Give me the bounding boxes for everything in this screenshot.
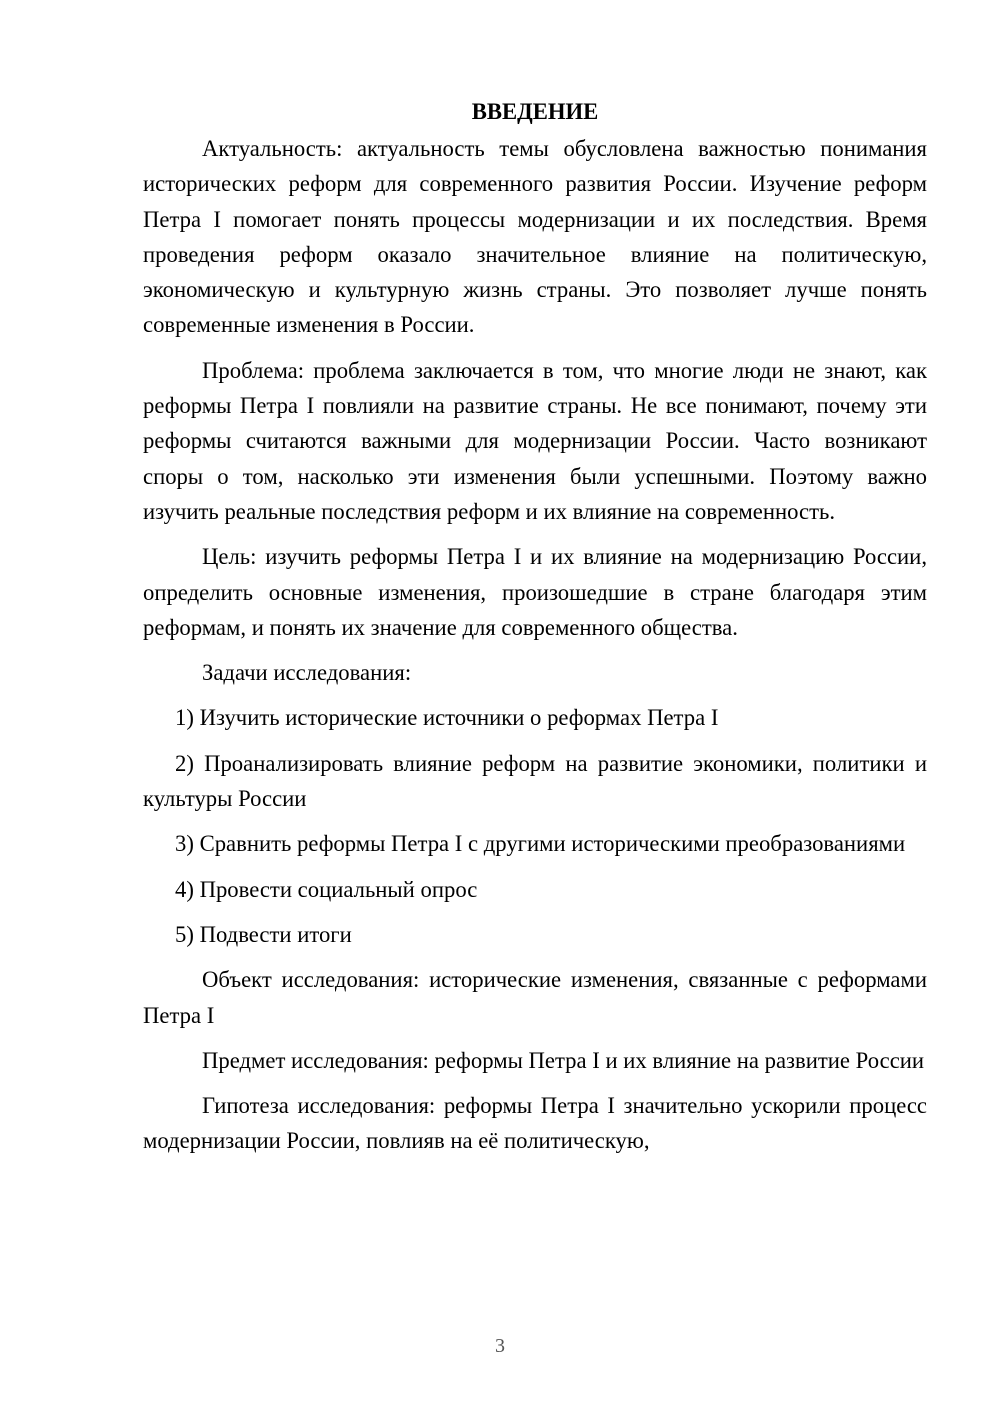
page-number: 3 [495, 1335, 505, 1357]
page-title: ВВЕДЕНИЕ [471, 99, 599, 124]
problem-paragraph: Проблема: проблема заключается в том, что многие люди не знают, как реформы Петра I повлияли на развитие страны. Не все понимают, почему эти реформы считаются важными для модернизации России. Часто возникают споры о том, насколько эти изменения были успешными. Поэтому важно изучить реальные последствия реформ и их влияние на современность. [143, 357, 927, 524]
research-object-paragraph: Объект исследования: исторические изменения, связанные с реформами Петра I [143, 967, 927, 1028]
task-item-4: 4) Провести социальный опрос [175, 876, 478, 902]
research-subject-paragraph: Предмет исследования: реформы Петра I и их влияние на развитие России [202, 1047, 925, 1073]
tasks-heading: Задачи исследования: [202, 660, 412, 686]
task-item-3: 3) Сравнить реформы Петра I с другими историческими преобразованиями [175, 831, 906, 857]
task-item-2: 2) Проанализировать влияние реформ на развитие экономики, политики и культуры России [143, 750, 927, 812]
task-item-5: 5) Подвести итоги [175, 921, 352, 947]
relevance-paragraph: Актуальность: актуальность темы обусловлена важностью понимания исторических реформ для современного развития России. Изучение реформ Петра I помогает понять процессы модернизации и их последствия. Время проведения реформ оказало значительное влияние на политическую, экономическую и культурную жизнь страны. Это позволяет лучше понять современные изменения в России. [143, 136, 927, 338]
hypothesis-paragraph: Гипотеза исследования: реформы Петра I значительно ускорили процесс модернизации России, повлияв на её политическую, [143, 1093, 927, 1154]
task-item-1: 1) Изучить исторические источники о реформах Петра I [175, 705, 719, 731]
document-body [143, 93, 927, 1159]
goal-paragraph: Цель: изучить реформы Петра I и их влияние на модернизацию России, определить основные изменения, произошедшие в стране благодаря этим реформам, и понять их значение для современного общества. [143, 544, 927, 640]
